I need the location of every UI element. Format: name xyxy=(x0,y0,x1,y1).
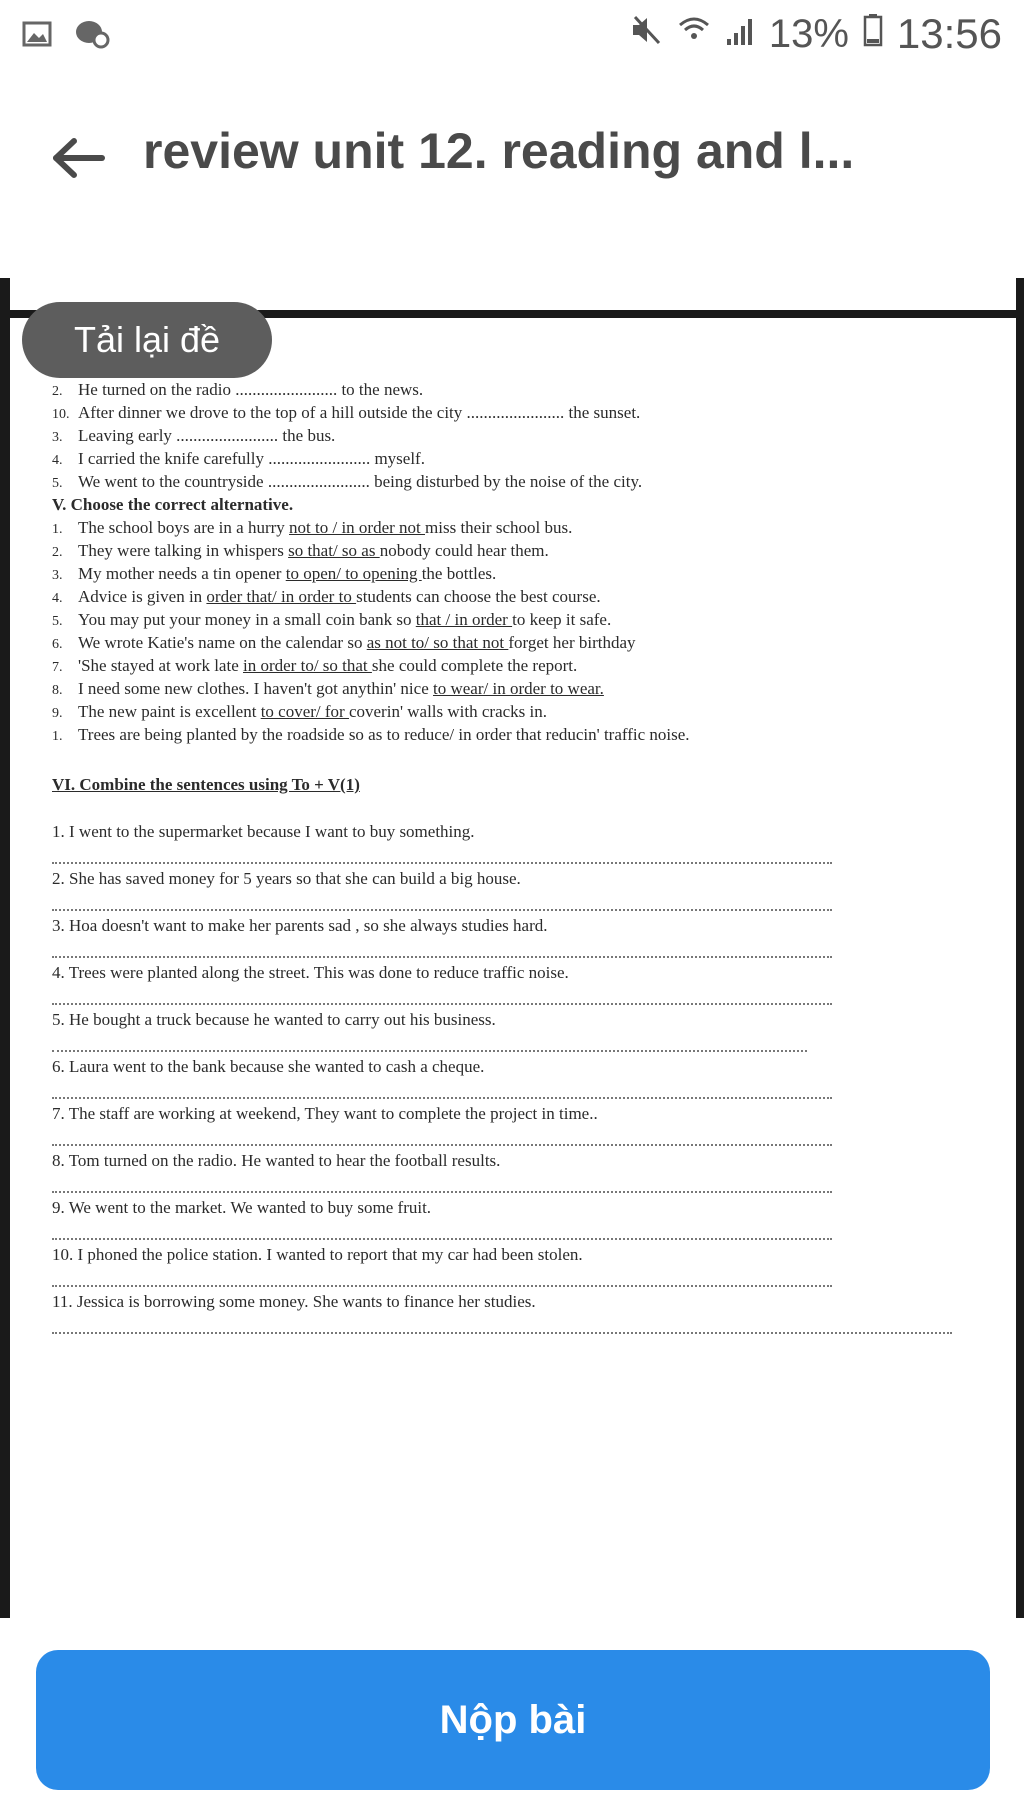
choice-item: 2. They were talking in whispers so that/ so as nobody could hear them. xyxy=(52,541,549,560)
combine-item: 4. Trees were planted along the street. This was done to reduce traffic noise. xyxy=(52,963,569,982)
viewer-frame-left xyxy=(0,278,10,1618)
gap-item: 3. Leaving early ........................ the bus. xyxy=(52,426,336,445)
section-heading: V. Choose the correct alternative. xyxy=(52,495,294,514)
gap-item: 4. I carried the knife carefully ........................ myself. xyxy=(52,449,425,468)
gallery-icon xyxy=(22,19,52,54)
answer-line[interactable] xyxy=(52,1144,832,1146)
combine-item: 8. Tom turned on the radio. He wanted to hear the football results. xyxy=(52,1151,501,1170)
gap-item: 10. After dinner we drove to the top of a hill outside the city ....................... the sunset. xyxy=(52,403,641,422)
answer-line[interactable] xyxy=(52,1097,832,1099)
signal-icon xyxy=(725,12,755,57)
answer-line[interactable] xyxy=(52,956,832,958)
gap-item: 5. We went to the countryside ........................ being disturbed by the noise of the city. xyxy=(52,472,643,491)
choice-item: 3. My mother needs a tin opener to open/ to opening the bottles. xyxy=(52,564,497,583)
answer-line[interactable] xyxy=(52,1191,832,1193)
page-title: review unit 12. reading and l... xyxy=(143,123,855,179)
gap-item: 2. He turned on the radio ........................ to the news. xyxy=(52,380,424,399)
answer-line[interactable] xyxy=(52,1238,832,1240)
answer-line[interactable] xyxy=(52,1003,832,1005)
status-bar xyxy=(0,0,1024,72)
choice-item: 8. I need some new clothes. I haven't got anythin' nice to wear/ in order to wear. xyxy=(52,679,604,698)
combine-item: 9. We went to the market. We wanted to buy some fruit. xyxy=(52,1198,432,1217)
reload-exam-button[interactable]: Tải lại đề xyxy=(22,302,272,378)
combine-item: 6. Laura went to the bank because she wanted to cash a cheque. xyxy=(52,1057,485,1076)
combine-item: 3. Hoa doesn't want to make her parents sad , so she always studies hard. xyxy=(52,916,548,935)
app-header xyxy=(0,100,1024,220)
clock: 13:56 xyxy=(896,10,1002,57)
answer-line[interactable] xyxy=(52,1285,832,1287)
choice-item: 7. 'She stayed at work late in order to/ so that she could complete the report. xyxy=(52,656,578,675)
battery-icon xyxy=(863,12,883,57)
choice-item: 4. Advice is given in order that/ in order to students can choose the best course. xyxy=(52,587,601,606)
answer-line[interactable] xyxy=(52,862,832,864)
wifi-icon xyxy=(677,12,711,57)
submit-button[interactable]: Nộp bài xyxy=(36,1650,990,1790)
choice-item: 6. We wrote Katie's name on the calendar so as not to/ so that not forget her birthday xyxy=(52,633,636,652)
answer-line[interactable] xyxy=(52,909,832,911)
answer-line[interactable] xyxy=(52,1332,952,1334)
combine-item: 5. He bought a truck because he wanted to carry out his business. xyxy=(52,1010,496,1029)
mute-icon xyxy=(629,12,663,57)
messenger-icon xyxy=(74,18,110,55)
combine-item: 1. I went to the supermarket because I want to buy something. xyxy=(52,822,475,841)
choice-item: 5. You may put your money in a small coin bank so that / in order to keep it safe. xyxy=(52,610,612,629)
choice-item: 1. The school boys are in a hurry not to / in order not miss their school bus. xyxy=(52,518,573,537)
choice-item: 9. The new paint is excellent to cover/ for coverin' walls with cracks in. xyxy=(52,702,548,721)
combine-item: 7. The staff are working at weekend, They want to complete the project in time.. xyxy=(52,1104,598,1123)
battery-percent: 13% xyxy=(768,11,849,56)
answer-line[interactable] xyxy=(52,1050,807,1052)
back-arrow-icon[interactable] xyxy=(50,138,106,178)
viewer-frame-right xyxy=(1016,278,1024,1618)
combine-item: 2. She has saved money for 5 years so that she can build a big house. xyxy=(52,869,521,888)
section-heading: VI. Combine the sentences using To + V(1) xyxy=(52,775,360,794)
combine-item: 10. I phoned the police station. I wanted to report that my car had been stolen. xyxy=(52,1245,583,1264)
choice-item: 1. Trees are being planted by the roadside so as to reduce/ in order that reducin' traffic noise. xyxy=(52,725,690,744)
combine-item: 11. Jessica is borrowing some money. She wants to finance her studies. xyxy=(52,1292,536,1311)
